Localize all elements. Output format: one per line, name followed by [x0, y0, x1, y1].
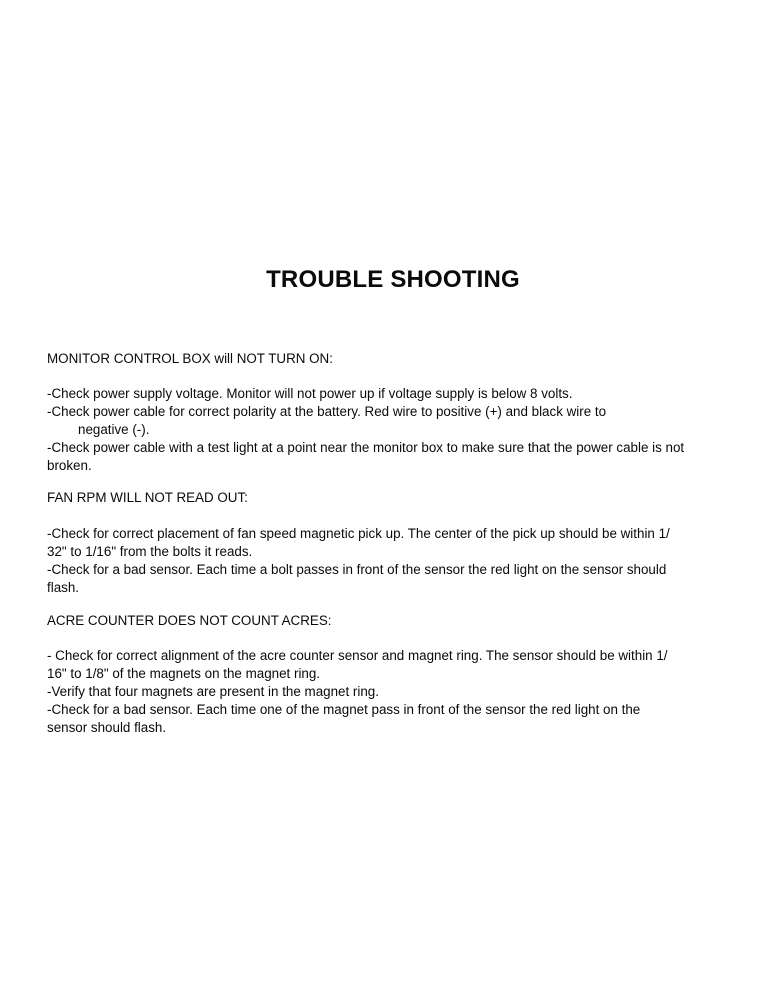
list-item: -Check for a bad sensor. Each time a bolt passes in front of the sensor the red light on the sensor should: [47, 562, 667, 577]
section-body-acre-counter: [47, 647, 747, 737]
section-heading-acre-counter: ACRE COUNTER DOES NOT COUNT ACRES:: [47, 613, 332, 628]
list-item: negative (-).: [78, 422, 150, 437]
list-item: sensor should flash.: [47, 720, 167, 735]
list-item: -Check power supply voltage. Monitor will not power up if voltage supply is below 8 volts.: [47, 386, 573, 401]
section-heading-monitor: MONITOR CONTROL BOX will NOT TURN ON:: [47, 351, 333, 366]
list-item: 16" to 1/8" of the magnets on the magnet ring.: [47, 666, 321, 681]
list-item: broken.: [47, 458, 92, 473]
list-item: flash.: [47, 580, 80, 595]
list-item: -Verify that four magnets are present in the magnet ring.: [47, 684, 379, 699]
page-title: TROUBLE SHOOTING: [266, 266, 520, 293]
section-body-monitor: [47, 385, 747, 475]
list-item: -Check power cable with a test light at a point near the monitor box to make sure that the power cable is not: [47, 440, 685, 455]
list-item: -Check power cable for correct polarity at the battery. Red wire to positive (+) and black wire to: [47, 404, 607, 419]
list-item: -Check for correct placement of fan speed magnetic pick up. The center of the pick up should be within 1/: [47, 526, 670, 541]
list-item: 32" to 1/16" from the bolts it reads.: [47, 544, 253, 559]
list-item: - Check for correct alignment of the acre counter sensor and magnet ring. The sensor should be within 1/: [47, 648, 668, 663]
section-heading-fan-rpm: FAN RPM WILL NOT READ OUT:: [47, 490, 248, 505]
list-item: -Check for a bad sensor. Each time one of the magnet pass in front of the sensor the red light on the: [47, 702, 641, 717]
section-body-fan-rpm: [47, 525, 747, 597]
